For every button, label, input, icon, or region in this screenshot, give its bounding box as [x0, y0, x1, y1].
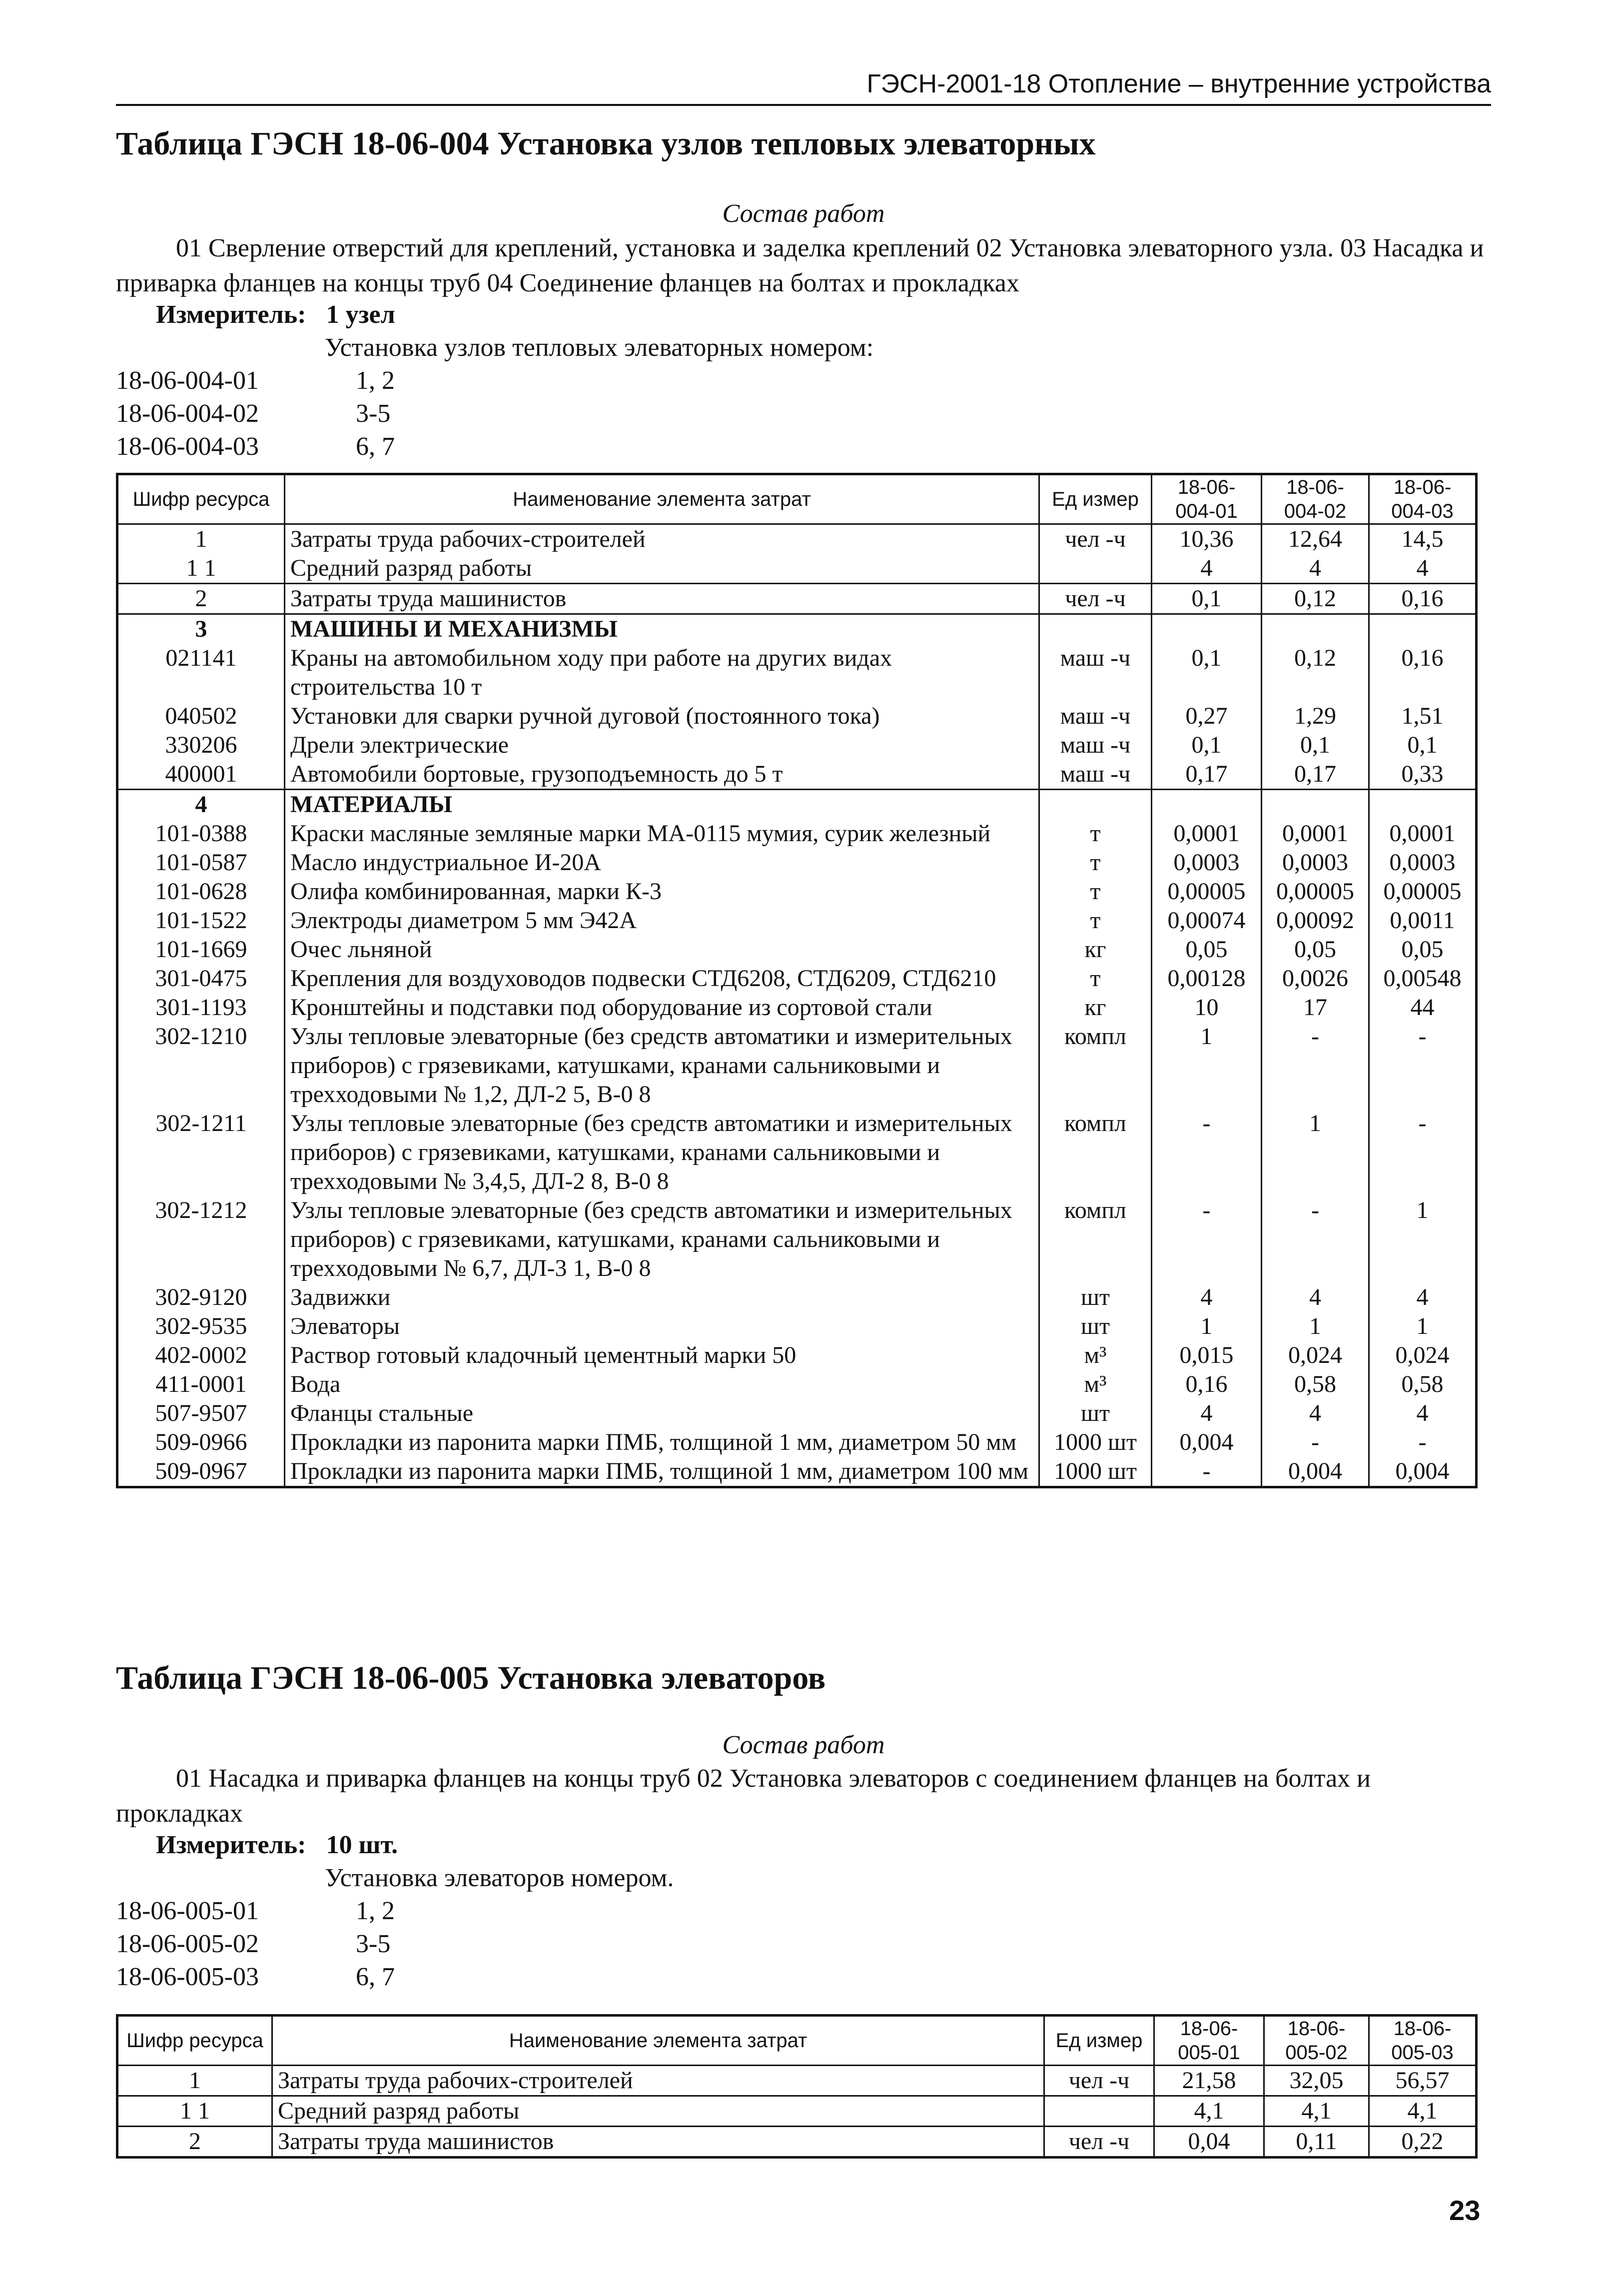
table1-header-row: [117, 474, 1477, 524]
value-col-1: 4: [1152, 554, 1262, 584]
value-col-2: 1: [1262, 1312, 1369, 1341]
resource-code: 400001: [117, 760, 285, 790]
value-col-3: [1369, 614, 1477, 644]
column-header-text: Шифр ресурса: [126, 2030, 263, 2052]
value-col-3: 44: [1369, 993, 1477, 1022]
resource-unit: м³: [1039, 1370, 1152, 1399]
resource-code: 507-9507: [117, 1399, 285, 1428]
value-col-1: 0,015: [1152, 1341, 1262, 1370]
resource-name: Раствор готовый кладочный цементный марки 50: [285, 1341, 1039, 1370]
column-header: [1264, 2016, 1369, 2066]
value-col-2: 0,12: [1262, 584, 1369, 614]
resource-code: 101-0587: [117, 848, 285, 877]
column-header: [117, 2016, 272, 2066]
resource-unit: 1000 шт: [1039, 1457, 1152, 1487]
resource-name: Прокладки из паронита марки ПМБ, толщиной 1 мм, диаметром 50 мм: [285, 1428, 1039, 1457]
resource-name: Задвижки: [285, 1283, 1039, 1312]
resource-code: 509-0967: [117, 1457, 285, 1487]
value-col-3: 4,1: [1369, 2096, 1477, 2127]
value-col-1: 0,1: [1152, 731, 1262, 760]
value-col-1: 0,04: [1154, 2127, 1264, 2158]
table2-variants-title: Установка элеваторов номером.: [325, 1864, 674, 1892]
value-col-2: 4: [1262, 1283, 1369, 1312]
value-col-2: 32,05: [1264, 2066, 1369, 2096]
value-col-1: [1152, 790, 1262, 820]
column-header-text: Наименование элемента затрат: [513, 488, 811, 510]
resource-unit: м³: [1039, 1341, 1152, 1370]
variant-value: 1, 2: [356, 366, 395, 395]
table-row: [117, 702, 1477, 731]
table-row: [117, 524, 1477, 554]
value-col-3: 1: [1369, 1312, 1477, 1341]
table2-meter: [156, 1830, 398, 1860]
resource-unit: компл: [1039, 1196, 1152, 1283]
resource-unit: [1039, 614, 1152, 644]
column-header-text: 005-01: [1178, 2042, 1240, 2064]
resource-code: 021141: [117, 644, 285, 702]
value-col-1: 1: [1152, 1022, 1262, 1109]
table1-resources: [116, 473, 1478, 1488]
value-col-1: 0,1: [1152, 584, 1262, 614]
value-col-1: -: [1152, 1196, 1262, 1283]
value-col-3: 0,58: [1369, 1370, 1477, 1399]
variant-row: [116, 1962, 395, 1992]
variant-code: 18-06-004-03: [116, 432, 259, 461]
resource-unit: 1000 шт: [1039, 1428, 1152, 1457]
table-row: [117, 1022, 1477, 1109]
resource-name: Кронштейны и подставки под оборудование из сортовой стали: [285, 993, 1039, 1022]
value-col-3: -: [1369, 1109, 1477, 1196]
value-col-2: 0,00005: [1262, 877, 1369, 906]
column-header-text: 18-06-: [1287, 2018, 1346, 2040]
value-col-1: 0,16: [1152, 1370, 1262, 1399]
resource-code: 330206: [117, 731, 285, 760]
value-col-1: 4: [1152, 1399, 1262, 1428]
resource-name: Затраты труда рабочих-строителей: [285, 524, 1039, 554]
table1-variants-title: Установка узлов тепловых элеваторных номером:: [325, 333, 874, 362]
table-row: [117, 993, 1477, 1022]
resource-unit: т: [1039, 819, 1152, 848]
table-row: [117, 1312, 1477, 1341]
table2-title: Таблица ГЭСН 18-06-005 Установка элеваторов: [116, 1660, 826, 1696]
resource-name: Электроды диаметром 5 мм Э42А: [285, 906, 1039, 935]
table2-sostav-text-content: 01 Насадка и приварка фланцев на концы труб 02 Установка элеваторов с соединением фланцев на болтах и прокладках: [116, 1764, 1371, 1828]
table-row: [117, 1109, 1477, 1196]
value-col-1: 0,27: [1152, 702, 1262, 731]
variant-code: 18-06-004-01: [116, 366, 259, 395]
resource-code: 302-9120: [117, 1283, 285, 1312]
value-col-1: 0,0003: [1152, 848, 1262, 877]
column-header: [1369, 2016, 1477, 2066]
column-header: [1152, 474, 1262, 524]
table-row: [117, 2066, 1477, 2096]
value-col-3: 4: [1369, 1399, 1477, 1428]
value-col-1: 0,0001: [1152, 819, 1262, 848]
column-header-text: Ед измер: [1052, 488, 1139, 510]
value-col-3: 0,05: [1369, 935, 1477, 964]
resource-name: Узлы тепловые элеваторные (без средств автоматики и измерительных приборов) с грязевиками, катушками, кранами сальниковыми и трехходовыми № 1,2, ДЛ-2 5, В-0 8: [285, 1022, 1039, 1109]
variant-row: [116, 432, 395, 461]
column-header: [1039, 474, 1152, 524]
resource-name: Средний разряд работы: [285, 554, 1039, 584]
value-col-2: 17: [1262, 993, 1369, 1022]
value-col-2: 0,58: [1262, 1370, 1369, 1399]
resource-name: Краски масляные земляные марки МА-0115 мумия, сурик железный: [285, 819, 1039, 848]
resource-code: 101-1522: [117, 906, 285, 935]
value-col-1: 0,00128: [1152, 964, 1262, 993]
resource-unit: [1039, 554, 1152, 584]
value-col-1: 4,1: [1154, 2096, 1264, 2127]
value-col-2: 4,1: [1264, 2096, 1369, 2127]
resource-name: Масло индустриальное И-20А: [285, 848, 1039, 877]
table2-sostav-text: [116, 1761, 1491, 1831]
value-col-2: 0,0003: [1262, 848, 1369, 877]
value-col-2: 4: [1262, 1399, 1369, 1428]
value-col-3: 0,33: [1369, 760, 1477, 790]
resource-code: 411-0001: [117, 1370, 285, 1399]
column-header-text: 18-06-: [1177, 476, 1236, 498]
resource-name: Средний разряд работы: [272, 2096, 1044, 2127]
value-col-2: 0,024: [1262, 1341, 1369, 1370]
resource-code: 4: [117, 790, 285, 820]
table-row: [117, 1341, 1477, 1370]
resource-name: Фланцы стальные: [285, 1399, 1039, 1428]
resource-name: Элеваторы: [285, 1312, 1039, 1341]
value-col-2: 0,12: [1262, 644, 1369, 702]
column-header-text: Ед измер: [1055, 2030, 1143, 2052]
value-col-3: 0,00548: [1369, 964, 1477, 993]
table-row: [117, 877, 1477, 906]
variant-value: 6, 7: [356, 432, 395, 461]
resource-name: Узлы тепловые элеваторные (без средств автоматики и измерительных приборов) с грязевиками, катушками, кранами сальниковыми и трехходовыми № 6,7, ДЛ-3 1, В-0 8: [285, 1196, 1039, 1283]
column-header: [1044, 2016, 1154, 2066]
resource-unit: т: [1039, 964, 1152, 993]
value-col-2: 0,0001: [1262, 819, 1369, 848]
resource-code: 2: [117, 2127, 272, 2158]
table2-meter-label: Измеритель:: [156, 1831, 306, 1859]
variant-code: 18-06-005-03: [116, 1963, 259, 1991]
resource-name: Затраты труда машинистов: [285, 584, 1039, 614]
table1-meter-label: Измеритель:: [156, 300, 306, 329]
column-header-text: 004-02: [1284, 500, 1347, 522]
column-header-text: 004-01: [1175, 500, 1238, 522]
value-col-1: 0,00074: [1152, 906, 1262, 935]
value-col-1: 10: [1152, 993, 1262, 1022]
table1-sostav-text: [116, 231, 1491, 301]
resource-unit: шт: [1039, 1399, 1152, 1428]
resource-code: 302-1212: [117, 1196, 285, 1283]
resource-code: 302-9535: [117, 1312, 285, 1341]
table-row: [117, 2096, 1477, 2127]
resource-unit: чел -ч: [1039, 524, 1152, 554]
resource-name: Установки для сварки ручной дуговой (постоянного тока): [285, 702, 1039, 731]
table2-resources: [116, 2014, 1478, 2159]
resource-name: Узлы тепловые элеваторные (без средств автоматики и измерительных приборов) с грязевиками, катушками, кранами сальниковыми и трехходовыми № 3,4,5, ДЛ-2 8, В-0 8: [285, 1109, 1039, 1196]
resource-name: Затраты труда рабочих-строителей: [272, 2066, 1044, 2096]
value-col-2: 0,05: [1262, 935, 1369, 964]
value-col-3: 4: [1369, 1283, 1477, 1312]
variant-row: [116, 1929, 390, 1959]
resource-unit: маш -ч: [1039, 702, 1152, 731]
table1-meter: [156, 300, 395, 329]
resource-unit: маш -ч: [1039, 644, 1152, 702]
resource-code: 101-0388: [117, 819, 285, 848]
resource-name: Олифа комбинированная, марки К-3: [285, 877, 1039, 906]
table1-meter-value: 1 узел: [326, 300, 395, 329]
table-row: [117, 906, 1477, 935]
column-header-text: Шифр ресурса: [132, 488, 270, 510]
table1-body: [117, 524, 1477, 1487]
value-col-3: -: [1369, 1428, 1477, 1457]
resource-code: 101-1669: [117, 935, 285, 964]
value-col-2: 1,29: [1262, 702, 1369, 731]
resource-unit: чел -ч: [1044, 2066, 1154, 2096]
value-col-3: 0,0011: [1369, 906, 1477, 935]
resource-unit: кг: [1039, 935, 1152, 964]
resource-unit: т: [1039, 877, 1152, 906]
resource-code: 101-0628: [117, 877, 285, 906]
resource-unit: чел -ч: [1039, 584, 1152, 614]
value-col-2: 0,0026: [1262, 964, 1369, 993]
value-col-1: 0,17: [1152, 760, 1262, 790]
resource-name: МАШИНЫ И МЕХАНИЗМЫ: [285, 614, 1039, 644]
value-col-2: [1262, 790, 1369, 820]
value-col-1: -: [1152, 1109, 1262, 1196]
page-number: 23: [1449, 2195, 1481, 2226]
column-header-text: 18-06-: [1393, 476, 1452, 498]
resource-unit: маш -ч: [1039, 760, 1152, 790]
variant-value: 3-5: [356, 1930, 391, 1958]
resource-unit: компл: [1039, 1109, 1152, 1196]
value-col-2: 1: [1262, 1109, 1369, 1196]
column-header: [285, 474, 1039, 524]
resource-name: Вода: [285, 1370, 1039, 1399]
table-row: [117, 1370, 1477, 1399]
running-header: ГЭСН-2001-18 Отопление – внутренние устройства: [116, 64, 1491, 106]
table-row: [117, 584, 1477, 614]
value-col-1: 21,58: [1154, 2066, 1264, 2096]
resource-unit: шт: [1039, 1283, 1152, 1312]
table2-meter-value: 10 шт.: [326, 1831, 398, 1859]
value-col-3: 14,5: [1369, 524, 1477, 554]
resource-unit: шт: [1039, 1312, 1152, 1341]
value-col-3: 0,004: [1369, 1457, 1477, 1487]
table1-sostav-text-content: 01 Сверление отверстий для креплений, установка и заделка креплений 02 Установка элеваторного узла. 03 Насадка и приварка фланцев на концы труб 04 Соединение фланцев на болтах и прокладках: [116, 234, 1484, 297]
value-col-2: 0,004: [1262, 1457, 1369, 1487]
value-col-1: 0,1: [1152, 644, 1262, 702]
column-header-text: 18-06-: [1393, 2018, 1452, 2040]
resource-unit: компл: [1039, 1022, 1152, 1109]
resource-code: 040502: [117, 702, 285, 731]
table-row: [117, 614, 1477, 644]
resource-code: 3: [117, 614, 285, 644]
resource-code: 301-0475: [117, 964, 285, 993]
resource-name: Краны на автомобильном ходу при работе на других видах строительства 10 т: [285, 644, 1039, 702]
table1-sostav-label: Состав работ: [722, 199, 885, 228]
value-col-2: 0,00092: [1262, 906, 1369, 935]
table-row: [117, 819, 1477, 848]
value-col-3: 0,1: [1369, 731, 1477, 760]
value-col-2: 4: [1262, 554, 1369, 584]
table-row: [117, 848, 1477, 877]
resource-name: Очес льняной: [285, 935, 1039, 964]
value-col-2: [1262, 614, 1369, 644]
value-col-1: 1: [1152, 1312, 1262, 1341]
table-row: [117, 964, 1477, 993]
value-col-3: 0,0001: [1369, 819, 1477, 848]
value-col-3: 4: [1369, 554, 1477, 584]
value-col-3: 1: [1369, 1196, 1477, 1283]
resource-name: Крепления для воздуховодов подвески СТД6208, СТД6209, СТД6210: [285, 964, 1039, 993]
resource-unit: маш -ч: [1039, 731, 1152, 760]
column-header: [1154, 2016, 1264, 2066]
column-header: [1369, 474, 1477, 524]
value-col-3: 1,51: [1369, 702, 1477, 731]
table-row: [117, 1283, 1477, 1312]
value-col-2: 0,1: [1262, 731, 1369, 760]
resource-unit: т: [1039, 906, 1152, 935]
resource-name: Затраты труда машинистов: [272, 2127, 1044, 2158]
variant-row: [116, 1896, 395, 1926]
resource-code: 1 1: [117, 554, 285, 584]
resource-code: 402-0002: [117, 1341, 285, 1370]
value-col-2: 0,17: [1262, 760, 1369, 790]
resource-code: 1 1: [117, 2096, 272, 2127]
variant-code: 18-06-005-01: [116, 1897, 259, 1925]
table-row: [117, 644, 1477, 702]
resource-unit: [1044, 2096, 1154, 2127]
resource-name: Автомобили бортовые, грузоподъемность до 5 т: [285, 760, 1039, 790]
variant-code: 18-06-004-02: [116, 399, 259, 428]
value-col-3: 0,16: [1369, 644, 1477, 702]
value-col-3: -: [1369, 1022, 1477, 1109]
resource-unit: чел -ч: [1044, 2127, 1154, 2158]
column-header-text: Наименование элемента затрат: [509, 2030, 808, 2052]
value-col-3: [1369, 790, 1477, 820]
resource-code: 302-1211: [117, 1109, 285, 1196]
value-col-2: -: [1262, 1428, 1369, 1457]
value-col-1: 0,05: [1152, 935, 1262, 964]
table-row: [117, 1399, 1477, 1428]
column-header-text: 005-02: [1285, 2042, 1348, 2064]
column-header: [272, 2016, 1044, 2066]
table2-header-row: [117, 2016, 1477, 2066]
value-col-3: 0,0003: [1369, 848, 1477, 877]
value-col-2: 12,64: [1262, 524, 1369, 554]
column-header: [1262, 474, 1369, 524]
value-col-3: 0,024: [1369, 1341, 1477, 1370]
table-row: [117, 935, 1477, 964]
value-col-1: [1152, 614, 1262, 644]
value-col-1: 4: [1152, 1283, 1262, 1312]
table2-sostav-label: Состав работ: [722, 1731, 885, 1759]
value-col-2: -: [1262, 1196, 1369, 1283]
resource-unit: кг: [1039, 993, 1152, 1022]
resource-unit: т: [1039, 848, 1152, 877]
table-row: [117, 1196, 1477, 1283]
table-row: [117, 1428, 1477, 1457]
column-header: [117, 474, 285, 524]
resource-code: 509-0966: [117, 1428, 285, 1457]
resource-code: 1: [117, 524, 285, 554]
value-col-1: 0,004: [1152, 1428, 1262, 1457]
column-header-text: 005-03: [1391, 2042, 1454, 2064]
variant-value: 3-5: [356, 399, 391, 428]
value-col-1: 10,36: [1152, 524, 1262, 554]
table-row: [117, 554, 1477, 584]
resource-unit: [1039, 790, 1152, 820]
variant-code: 18-06-005-02: [116, 1930, 259, 1958]
value-col-3: 0,16: [1369, 584, 1477, 614]
variant-value: 1, 2: [356, 1897, 395, 1925]
value-col-2: -: [1262, 1022, 1369, 1109]
resource-name: Дрели электрические: [285, 731, 1039, 760]
resource-name: Прокладки из паронита марки ПМБ, толщиной 1 мм, диаметром 100 мм: [285, 1457, 1039, 1487]
variant-row: [116, 399, 390, 428]
value-col-1: 0,00005: [1152, 877, 1262, 906]
variant-row: [116, 366, 395, 395]
value-col-3: 0,22: [1369, 2127, 1477, 2158]
table-row: [117, 731, 1477, 760]
resource-code: 301-1193: [117, 993, 285, 1022]
resource-name: МАТЕРИАЛЫ: [285, 790, 1039, 820]
value-col-2: 0,11: [1264, 2127, 1369, 2158]
table1-title: Таблица ГЭСН 18-06-004 Установка узлов тепловых элеваторных: [116, 125, 1096, 162]
table-row: [117, 1457, 1477, 1487]
resource-code: 1: [117, 2066, 272, 2096]
resource-code: 2: [117, 584, 285, 614]
table-row: [117, 760, 1477, 790]
variant-value: 6, 7: [356, 1963, 395, 1991]
table2-body: [117, 2066, 1477, 2158]
column-header-text: 004-03: [1391, 500, 1454, 522]
table-row: [117, 2127, 1477, 2158]
column-header-text: 18-06-: [1286, 476, 1344, 498]
value-col-1: -: [1152, 1457, 1262, 1487]
table-row: [117, 790, 1477, 820]
value-col-3: 56,57: [1369, 2066, 1477, 2096]
column-header-text: 18-06-: [1180, 2018, 1238, 2040]
value-col-3: 0,00005: [1369, 877, 1477, 906]
resource-code: 302-1210: [117, 1022, 285, 1109]
